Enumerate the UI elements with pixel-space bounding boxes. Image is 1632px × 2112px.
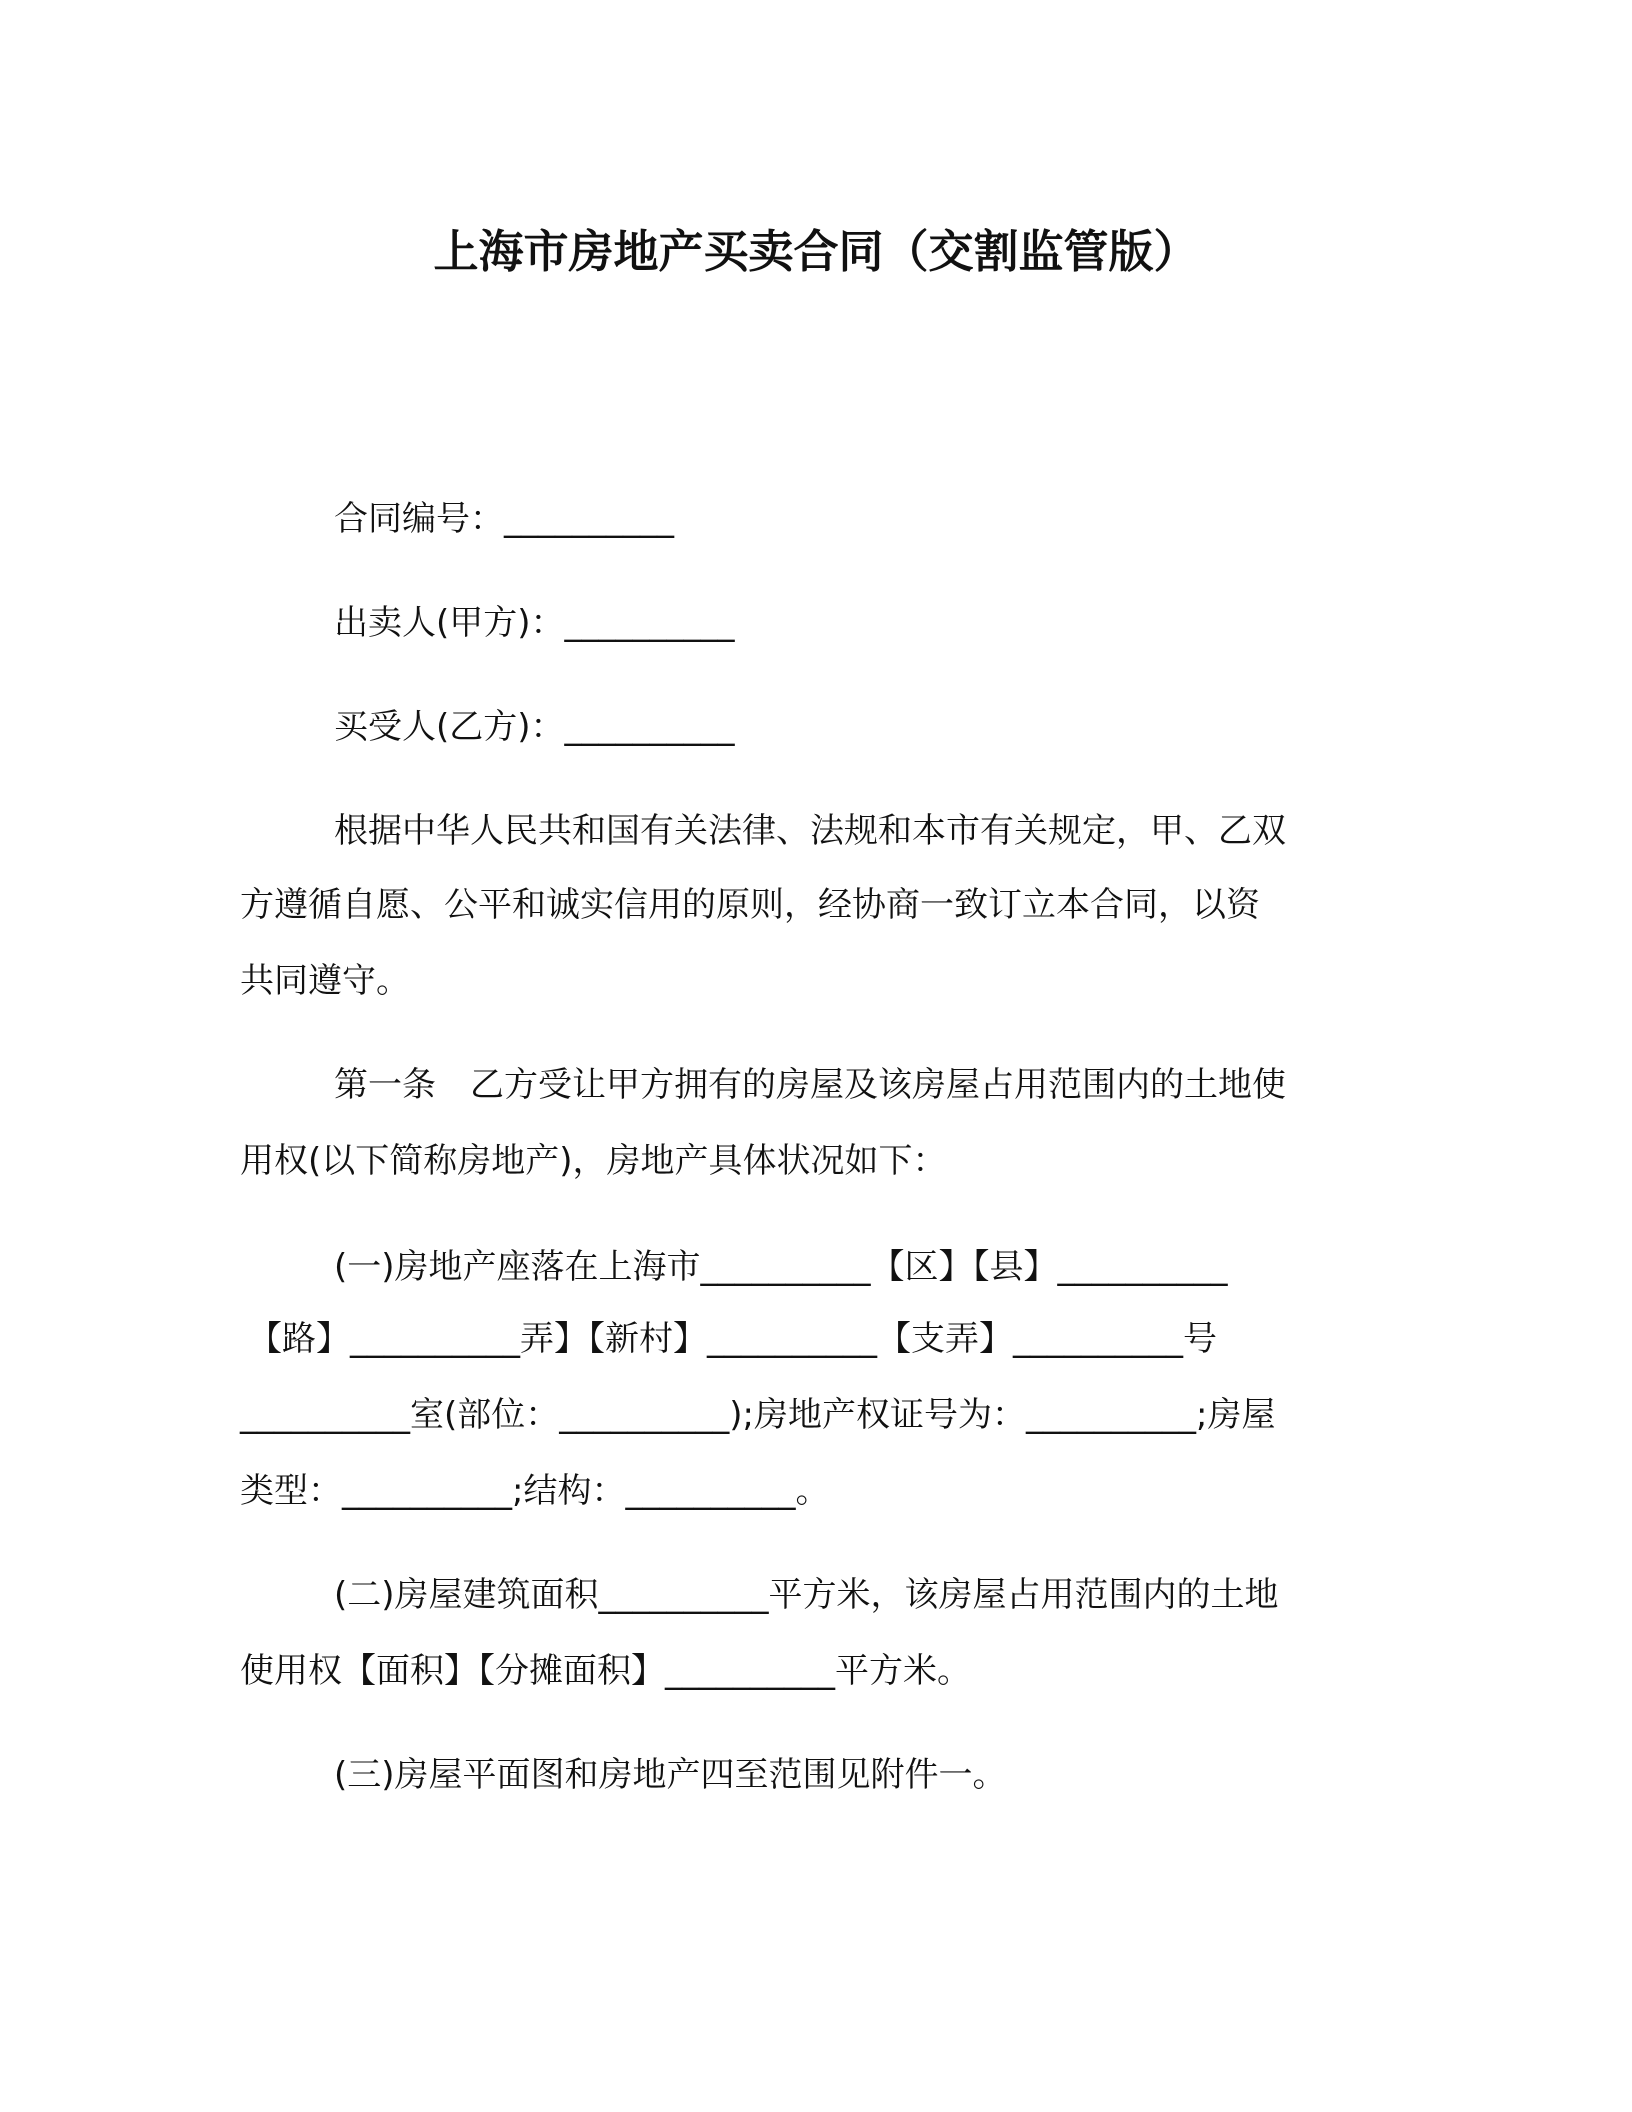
preamble-line-1: 根据中华人民共和国有关法律、法规和本市有关规定，甲、乙双 — [334, 811, 1286, 851]
item-3-line-1: (三)房屋平面图和房地产四至范围见附件一。 — [334, 1755, 1007, 1795]
item-1-line-1: (一)房地产座落在上海市__________【区】【县】__________ — [334, 1247, 1228, 1287]
article-1-line-2: 用权(以下简称房地产)，房地产具体状况如下： — [240, 1141, 947, 1181]
item-1-line-4: 类型：__________;结构：__________。 — [240, 1471, 830, 1511]
preamble-line-3: 共同遵守。 — [240, 961, 410, 1001]
item-2-line-2: 使用权【面积】【分摊面积】__________平方米。 — [240, 1651, 971, 1691]
seller-line: 出卖人(甲方)：__________ — [334, 603, 735, 643]
item-2-line-1: (二)房屋建筑面积__________平方米，该房屋占用范围内的土地 — [334, 1575, 1279, 1615]
item-1-line-3: __________室(部位：__________);房地产权证号为：__________;房屋 — [240, 1395, 1276, 1435]
item-1-line-2: 【路】__________弄】【新村】__________【支弄】__________号 — [248, 1319, 1217, 1359]
buyer-line: 买受人(乙方)：__________ — [334, 707, 735, 747]
document-title: 上海市房地产买卖合同（交割监管版） — [433, 225, 1199, 278]
article-1-line-1: 第一条 乙方受让甲方拥有的房屋及该房屋占用范围内的土地使 — [334, 1065, 1286, 1105]
preamble-line-2: 方遵循自愿、公平和诚实信用的原则，经协商一致订立本合同，以资 — [240, 885, 1260, 925]
contract-number-line: 合同编号：__________ — [334, 499, 674, 539]
